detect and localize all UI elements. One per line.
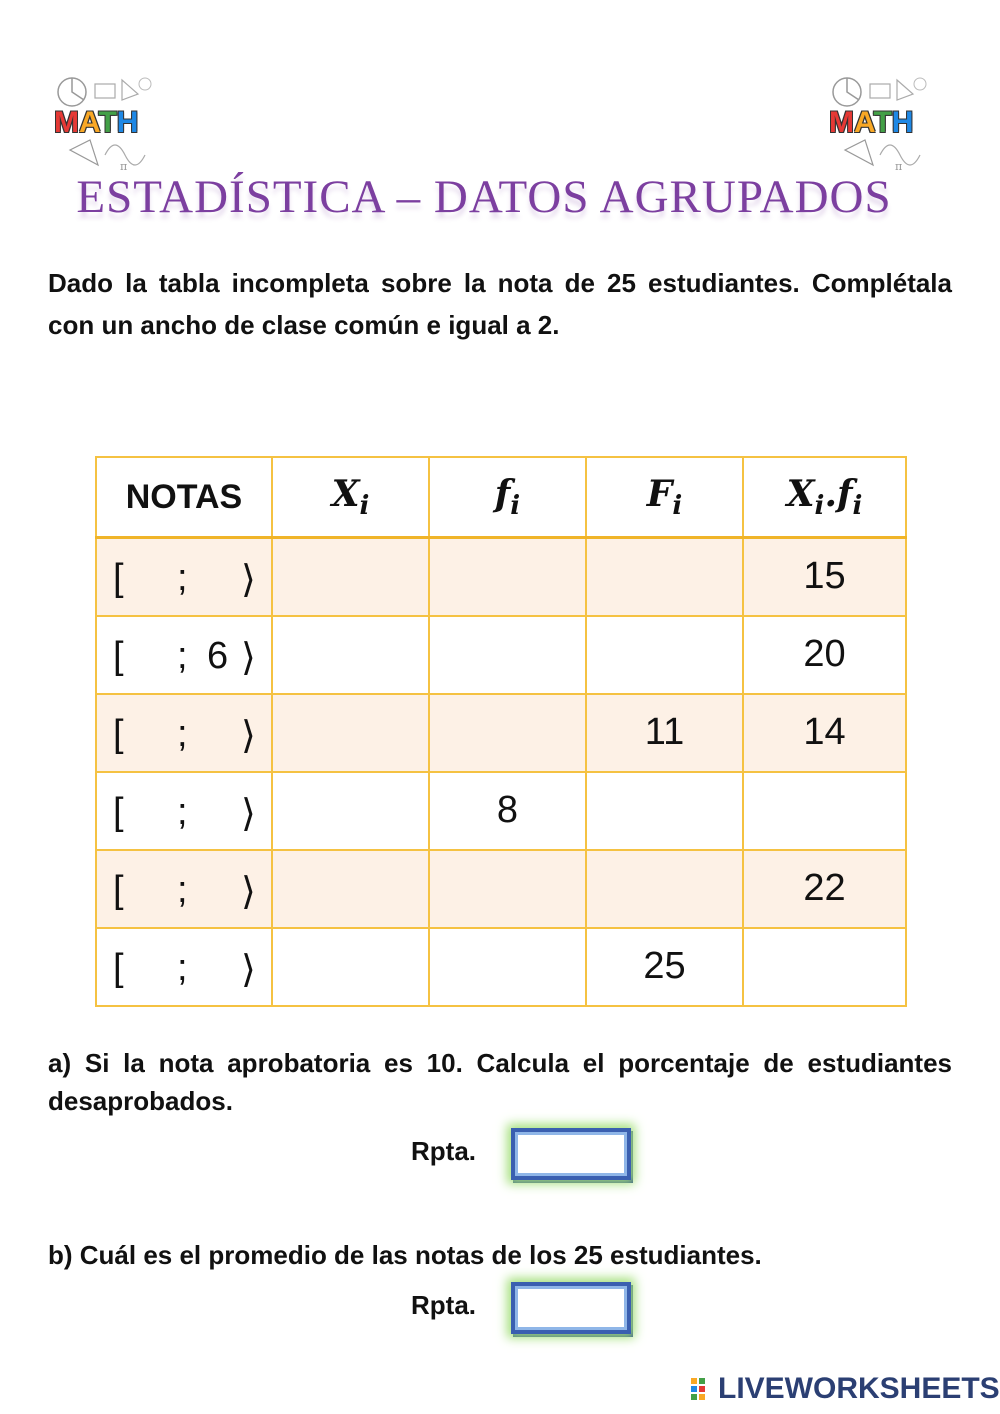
math-logo-word: MATH — [829, 106, 914, 139]
fi-cell[interactable] — [429, 538, 586, 616]
Fi-cell[interactable] — [586, 772, 743, 850]
Fi-cell[interactable] — [586, 850, 743, 928]
header-xi-fi: $X_i.f_i$ — [743, 457, 906, 538]
table-header-row — [96, 457, 906, 538]
Fi-cell[interactable] — [586, 538, 743, 616]
table-row — [96, 772, 906, 850]
xifi-cell: 20 — [743, 616, 906, 694]
math-logo-word: MATH — [54, 106, 139, 139]
math-logo-left — [50, 70, 160, 180]
xifi-cell: 14 — [743, 694, 906, 772]
answer-input-a[interactable] — [511, 1128, 631, 1180]
header-notas: NOTAS — [96, 457, 272, 538]
table-row — [96, 850, 906, 928]
table-row — [96, 928, 906, 1006]
math-logo-right — [825, 70, 935, 180]
header-Fi: $F_i$ — [586, 457, 743, 538]
liveworksheets-logo-icon — [690, 1377, 714, 1401]
xi-cell[interactable] — [272, 772, 429, 850]
interval-cell[interactable]: [ ; ⟩ — [96, 850, 272, 928]
answer-label-b: Rpta. — [411, 1290, 476, 1320]
header-xi: $X_i$ — [272, 457, 429, 538]
question-b: b) Cuál es el promedio de las notas de los 25 estudiantes. — [48, 1240, 762, 1270]
question-a: a) Si la nota aprobatoria es 10. Calcula el porcentaje de estudiantes desaprobados. — [48, 1048, 952, 1116]
interval-cell[interactable]: [ ; 6 ⟩ — [96, 616, 272, 694]
Fi-cell[interactable] — [586, 616, 743, 694]
table-row — [96, 538, 906, 616]
interval-cell[interactable]: [ ; ⟩ — [96, 772, 272, 850]
xifi-cell: 22 — [743, 850, 906, 928]
xi-cell[interactable] — [272, 538, 429, 616]
answer-input-b[interactable] — [511, 1282, 631, 1334]
Fi-cell: 11 — [586, 694, 743, 772]
liveworksheets-brand: LIVEWORKSHEETS — [718, 1372, 1000, 1405]
interval-cell[interactable]: [ ; ⟩ — [96, 694, 272, 772]
problem-statement: Dado la tabla incompleta sobre la nota de 25 estudiantes. Complétala con un ancho de clase común e igual a 2. — [48, 268, 952, 340]
svg-text:π: π — [895, 160, 903, 173]
xi-cell[interactable] — [272, 694, 429, 772]
table-row — [96, 616, 906, 694]
interval-cell[interactable]: [ ; ⟩ — [96, 928, 272, 1006]
svg-text:π: π — [120, 160, 128, 173]
fi-cell: 8 — [429, 772, 586, 850]
xi-cell[interactable] — [272, 616, 429, 694]
fi-cell[interactable] — [429, 928, 586, 1006]
fi-cell[interactable] — [429, 850, 586, 928]
page-title: ESTADÍSTICA – DATOS AGRUPADOS — [76, 171, 892, 223]
answer-label-a: Rpta. — [411, 1136, 476, 1166]
table-row — [96, 694, 906, 772]
xifi-cell: 15 — [743, 538, 906, 616]
Fi-cell: 25 — [586, 928, 743, 1006]
xi-cell[interactable] — [272, 928, 429, 1006]
fi-cell[interactable] — [429, 694, 586, 772]
interval-cell[interactable]: [ ; ⟩ — [96, 538, 272, 616]
fi-cell[interactable] — [429, 616, 586, 694]
xi-cell[interactable] — [272, 850, 429, 928]
xifi-cell[interactable] — [743, 772, 906, 850]
header-fi: $f_i$ — [429, 457, 586, 538]
frequency-table — [95, 456, 907, 1007]
xifi-cell[interactable] — [743, 928, 906, 1006]
